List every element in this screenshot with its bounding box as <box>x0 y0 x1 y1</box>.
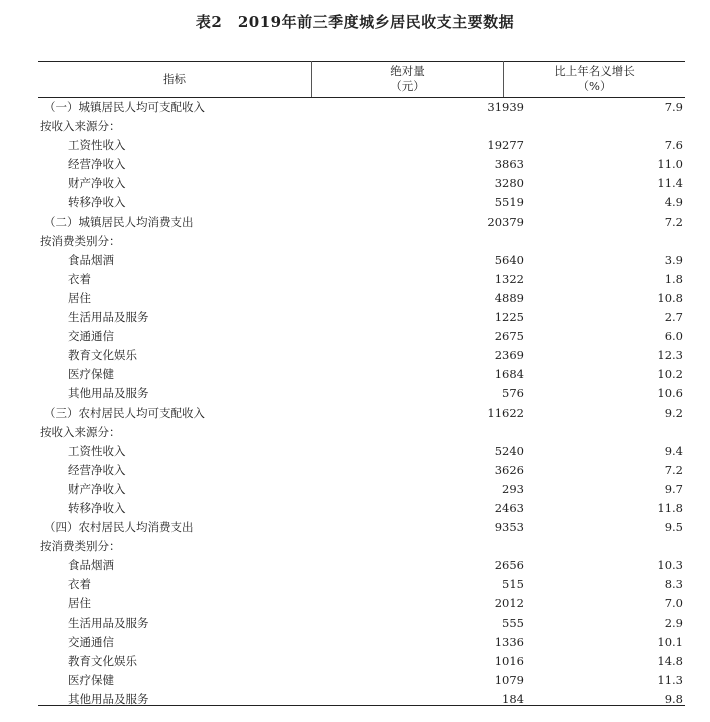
table-row <box>38 671 685 690</box>
row-label: 交通通信 <box>68 329 114 344</box>
row-growth-value: 3.9 <box>664 252 683 267</box>
row-growth-value: 12.3 <box>657 348 683 363</box>
row-label: 衣着 <box>68 271 91 286</box>
row-absolute-value: 9353 <box>494 520 524 535</box>
header-indicator <box>38 61 311 97</box>
row-absolute-value: 1322 <box>494 271 524 286</box>
header-growth-label: 比上年名义增长 <box>554 64 635 78</box>
table-row <box>38 193 685 212</box>
header-absolute-unit: （元） <box>390 79 425 93</box>
row-absolute-value: 2463 <box>494 500 524 515</box>
row-absolute-value: 555 <box>502 615 524 630</box>
table-row <box>38 423 685 442</box>
row-absolute-value: 5519 <box>494 195 524 210</box>
row-absolute-value: 2656 <box>494 558 524 573</box>
row-label: 按收入来源分： <box>40 119 121 134</box>
row-label: 按收入来源分： <box>40 424 121 439</box>
row-growth-value: 14.8 <box>657 653 683 668</box>
table-row <box>38 327 685 346</box>
row-label: （一）城镇居民人均可支配收入 <box>44 100 205 114</box>
row-label: 衣着 <box>68 577 91 592</box>
table-row <box>38 346 685 365</box>
row-growth-value: 9.2 <box>664 405 683 420</box>
row-absolute-value: 3863 <box>494 157 524 172</box>
row-label: 工资性收入 <box>68 138 126 153</box>
table-row <box>38 232 685 251</box>
row-label: 其他用品及服务 <box>68 691 149 706</box>
row-growth-value: 11.4 <box>657 176 683 191</box>
table-row <box>38 308 685 327</box>
row-label: 财产净收入 <box>68 481 126 496</box>
row-label: 工资性收入 <box>68 443 126 458</box>
table-title: 表2 2019年前三季度城乡居民收支主要数据 <box>195 13 515 31</box>
table-row <box>38 518 685 537</box>
data-table <box>38 61 685 706</box>
row-growth-value: 10.3 <box>657 558 683 573</box>
row-growth-value: 10.6 <box>657 386 683 401</box>
table-row <box>38 556 685 575</box>
row-label: 其他用品及服务 <box>68 386 149 401</box>
table-row <box>38 690 685 709</box>
table-row <box>38 633 685 652</box>
table-row <box>38 442 685 461</box>
table-body <box>38 98 685 709</box>
table-row <box>38 117 685 136</box>
row-growth-value: 9.7 <box>664 481 683 496</box>
row-label: 食品烟酒 <box>68 252 114 267</box>
table-row <box>38 384 685 403</box>
row-growth-value: 7.9 <box>664 100 683 114</box>
row-growth-value: 9.4 <box>664 443 683 458</box>
header-absolute <box>312 61 503 97</box>
table-row <box>38 213 685 232</box>
row-absolute-value: 3280 <box>494 176 524 191</box>
row-growth-value: 10.8 <box>657 290 683 305</box>
row-label: 生活用品及服务 <box>68 310 149 325</box>
row-growth-value: 4.9 <box>664 195 683 210</box>
table-row <box>38 270 685 289</box>
row-absolute-value: 5240 <box>494 443 524 458</box>
row-label: 按消费类别分： <box>40 539 121 554</box>
row-absolute-value: 4889 <box>494 290 524 305</box>
row-growth-value: 2.9 <box>664 615 683 630</box>
table-row <box>38 537 685 556</box>
row-label: 生活用品及服务 <box>68 615 149 630</box>
header-growth <box>504 61 685 97</box>
row-growth-value: 7.0 <box>664 596 683 611</box>
row-label: 交通通信 <box>68 634 114 649</box>
table-row <box>38 251 685 270</box>
row-label: 经营净收入 <box>68 462 126 477</box>
row-growth-value: 10.2 <box>657 367 683 382</box>
row-label: 转移净收入 <box>68 500 126 515</box>
table-row <box>38 499 685 518</box>
row-absolute-value: 1684 <box>494 367 524 382</box>
row-growth-value: 9.8 <box>664 691 683 706</box>
row-absolute-value: 20379 <box>487 214 524 229</box>
row-absolute-value: 1336 <box>494 634 524 649</box>
row-growth-value: 1.8 <box>664 271 683 286</box>
table-row <box>38 404 685 423</box>
table-row <box>38 594 685 613</box>
table-row <box>38 461 685 480</box>
row-label: （三）农村居民人均可支配收入 <box>44 405 205 420</box>
header-indicator-label: 指标 <box>163 71 186 86</box>
row-growth-value: 10.1 <box>657 634 683 649</box>
row-growth-value: 2.7 <box>664 310 683 325</box>
row-absolute-value: 1225 <box>494 310 524 325</box>
row-absolute-value: 184 <box>502 691 524 706</box>
row-absolute-value: 515 <box>502 577 524 592</box>
row-absolute-value: 293 <box>502 481 524 496</box>
table-row <box>38 98 685 117</box>
row-label: 居住 <box>68 290 91 305</box>
row-growth-value: 11.8 <box>657 500 683 515</box>
row-absolute-value: 3626 <box>494 462 524 477</box>
table-row <box>38 575 685 594</box>
table-bottom-rule <box>38 705 685 706</box>
row-label: 按消费类别分： <box>40 233 121 248</box>
table-row <box>38 652 685 671</box>
row-growth-value: 11.3 <box>657 672 683 687</box>
table-row <box>38 136 685 155</box>
row-label: 居住 <box>68 596 91 611</box>
row-label: 教育文化娱乐 <box>68 653 137 668</box>
row-growth-value: 9.5 <box>664 520 683 535</box>
row-label: 食品烟酒 <box>68 558 114 573</box>
row-label: 医疗保健 <box>68 672 114 687</box>
row-label: （四）农村居民人均消费支出 <box>44 520 194 535</box>
row-absolute-value: 2012 <box>494 596 524 611</box>
table-row <box>38 174 685 193</box>
table-row <box>38 155 685 174</box>
row-growth-value: 7.2 <box>664 462 683 477</box>
row-growth-value: 8.3 <box>664 577 683 592</box>
table-row <box>38 365 685 384</box>
row-absolute-value: 5640 <box>494 252 524 267</box>
row-growth-value: 7.6 <box>664 138 683 153</box>
row-absolute-value: 31939 <box>487 100 524 114</box>
table-row <box>38 480 685 499</box>
row-absolute-value: 11622 <box>487 405 524 420</box>
row-absolute-value: 1079 <box>494 672 524 687</box>
row-label: 转移净收入 <box>68 195 126 210</box>
row-label: 财产净收入 <box>68 176 126 191</box>
row-growth-value: 7.2 <box>664 214 683 229</box>
row-absolute-value: 576 <box>502 386 524 401</box>
row-absolute-value: 2675 <box>494 329 524 344</box>
row-absolute-value: 1016 <box>494 653 524 668</box>
row-label: 经营净收入 <box>68 157 126 172</box>
table-row <box>38 614 685 633</box>
row-label: （二）城镇居民人均消费支出 <box>44 214 194 229</box>
header-absolute-label: 绝对量 <box>390 64 425 78</box>
row-growth-value: 11.0 <box>657 157 683 172</box>
row-label: 教育文化娱乐 <box>68 348 137 363</box>
header-growth-unit: （%） <box>577 79 612 93</box>
table-row <box>38 289 685 308</box>
row-growth-value: 6.0 <box>664 329 683 344</box>
row-absolute-value: 19277 <box>487 138 524 153</box>
row-label: 医疗保健 <box>68 367 114 382</box>
row-absolute-value: 2369 <box>494 348 524 363</box>
